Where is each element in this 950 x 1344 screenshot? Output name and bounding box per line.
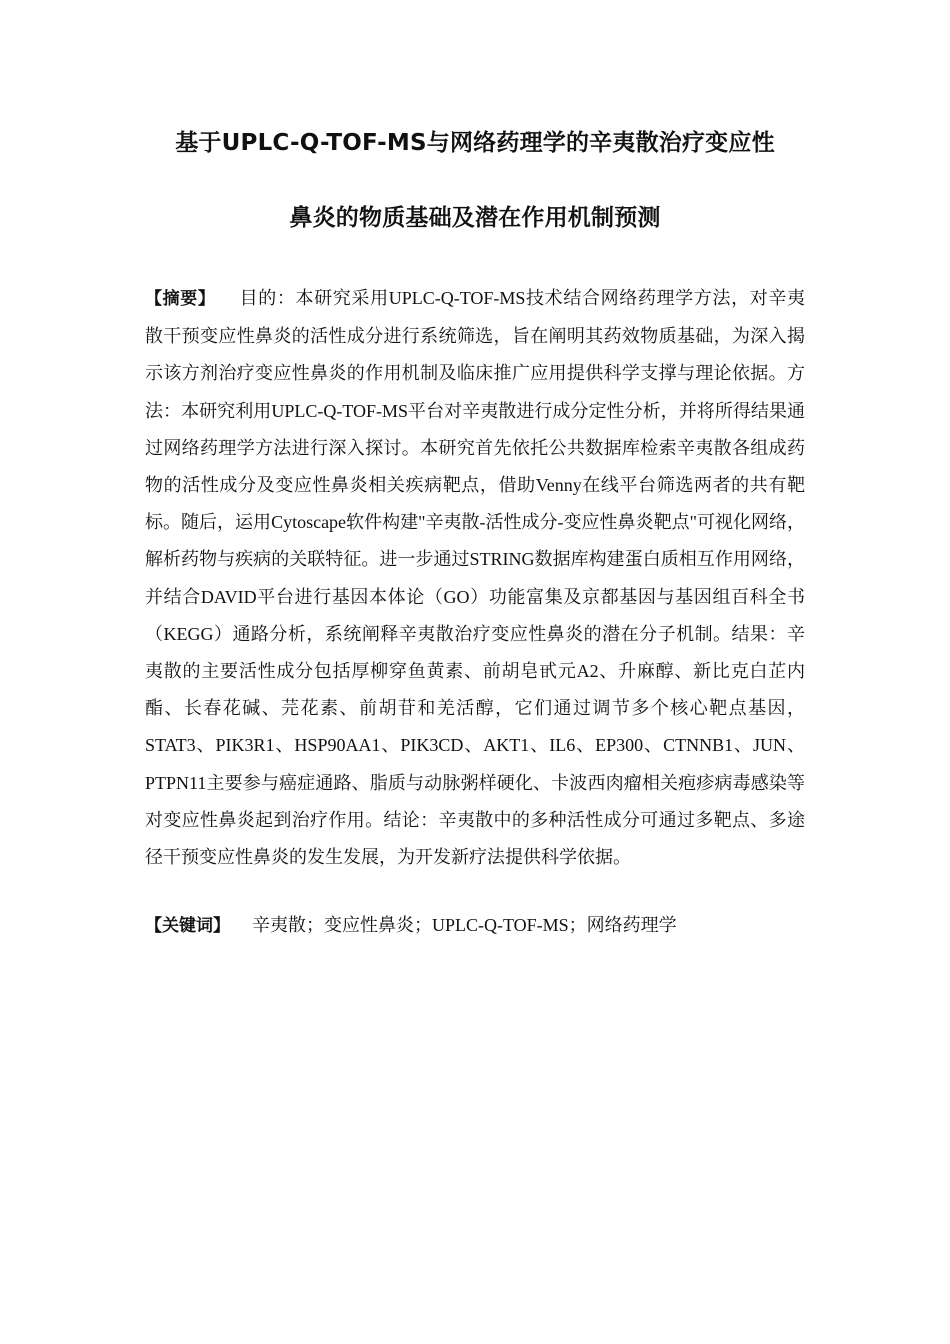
abstract-paragraph	[145, 280, 805, 876]
abstract-text: 目的：本研究采用UPLC-Q-TOF-MS技术结合网络药理学方法，对辛夷散干预变应性鼻炎的活性成分进行系统筛选，旨在阐明其药效物质基础，为深入揭示该方剂治疗变应性鼻炎的作用机制及临床推广应用提供科学支撑与理论依据。方法：本研究利用UPLC-Q-TOF-MS平台对辛夷散进行成分定性分析，并将所得结果通过网络药理学方法进行深入探讨。本研究首先依托公共数据库检索辛夷散各组成药物的活性成分及变应性鼻炎相关疾病靶点，借助Venny在线平台筛选两者的共有靶标。随后，运用Cytoscape软件构建"辛夷散-活性成分-变应性鼻炎靶点"可视化网络，解析药物与疾病的关联特征。进一步通过STRING数据库构建蛋白质相互作用网络，并结合DAVID平台进行基因本体论（GO）功能富集及京都基因与基因组百科全书（KEGG）通路分析，系统阐释辛夷散治疗变应性鼻炎的潜在分子机制。结果：辛夷散的主要活性成分包括厚柳穿鱼黄素、前胡皂甙元A2、升麻醇、新比克白芷内酯、长春花碱、芫花素、前胡苷和羌活醇，它们通过调节多个核心靶点基因，STAT3、PIK3R1、HSP90AA1、PIK3CD、AKT1、IL6、EP300、CTNNB1、JUN、PTPN11主要参与癌症通路、脂质与动脉粥样硬化、卡波西肉瘤相关疱疹病毒感染等对变应性鼻炎起到治疗作用。结论：辛夷散中的多种活性成分可通过多靶点、多途径干预变应性鼻炎的发生发展，为开发新疗法提供科学依据。	[145, 288, 806, 868]
abstract-label: 【摘要】	[145, 289, 216, 309]
keywords-label: 【关键词】	[145, 916, 230, 936]
keywords-text: 辛夷散；变应性鼻炎；UPLC-Q-TOF-MS；网络药理学	[252, 915, 677, 935]
paper-title-line-2: 鼻炎的物质基础及潜在作用机制预测	[289, 205, 661, 231]
paper-title-line-1: 基于UPLC-Q-TOF-MS与网络药理学的辛夷散治疗变应性	[175, 130, 775, 156]
keywords-line	[145, 907, 805, 945]
